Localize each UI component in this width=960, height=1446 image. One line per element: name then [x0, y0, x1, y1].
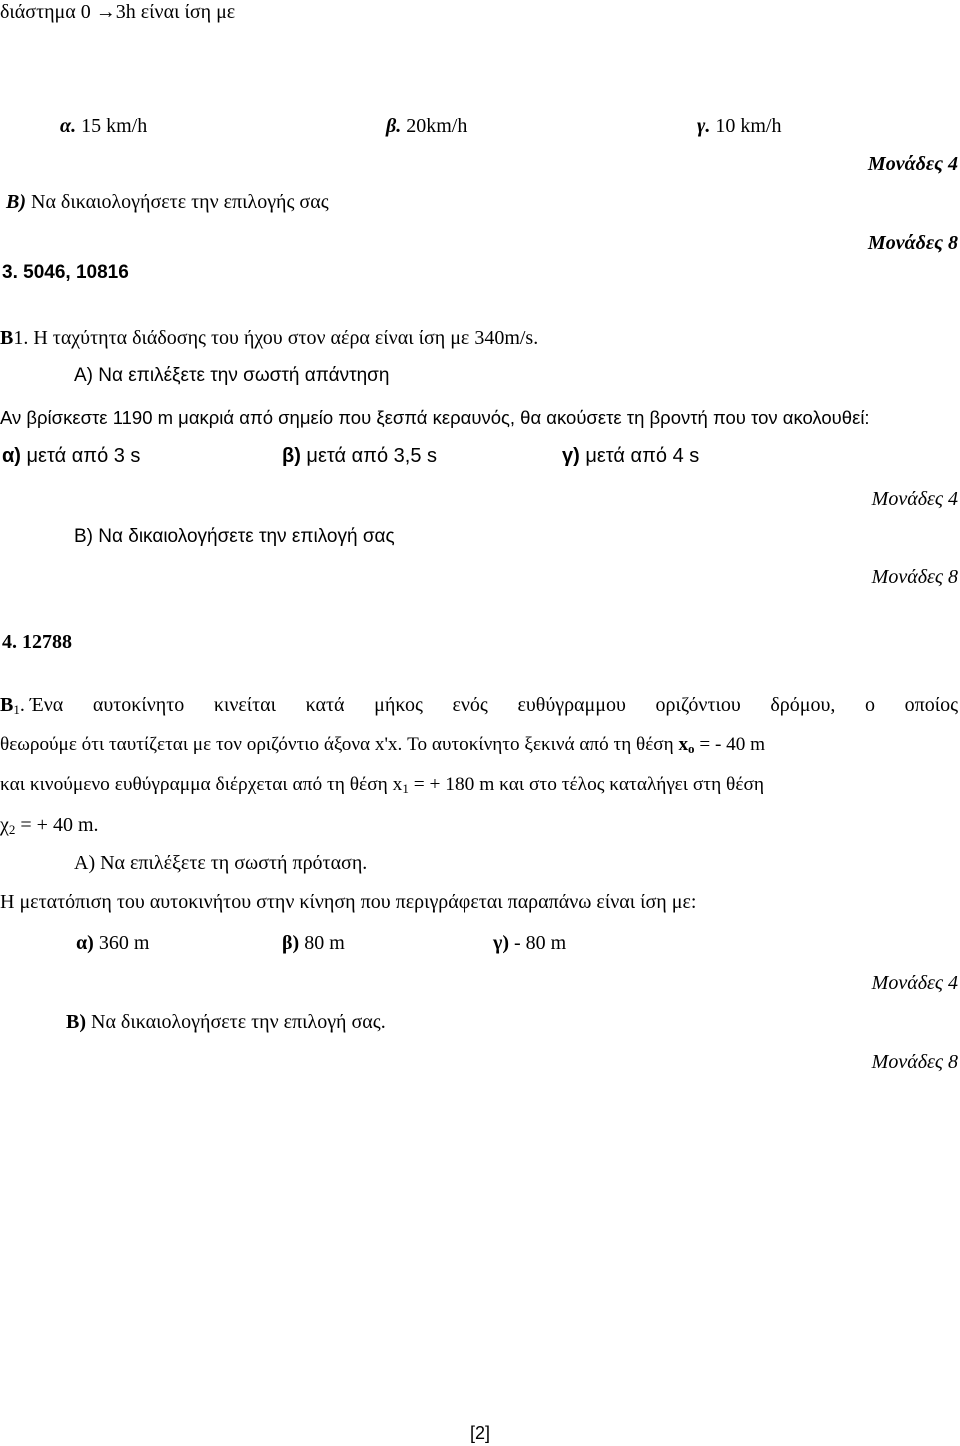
page-number: [2]	[469, 1423, 490, 1443]
b1-statement: Β1. Η ταχύτητα διάδοσης του ήχου στον αέρα είναι ίση με 340m/s.	[0, 327, 539, 349]
option-b: β) μετά από 3,5 s	[282, 445, 438, 467]
option-a: α) μετά από 3 s	[2, 445, 141, 467]
option-b: β) 80 m	[282, 932, 345, 954]
b1-line-3: και κινούμενο ευθύγραμμα διέρχεται από τη θέση $x_1$ = + 180 m και στο τέλος καταλήγει στη θέση	[0, 774, 765, 796]
part-b-prompt: Β) Να δικαιολογήσετε την επιλογή σας	[74, 526, 395, 547]
question-text: Η μετατόπιση του αυτοκινήτου στην κίνηση που περιγράφεται παραπάνω είναι ίση με:	[0, 891, 697, 913]
points-label: Μονάδες 4	[867, 153, 958, 175]
question-text: Αν βρίσκεστε 1190 m μακριά από σημείο που ξεσπά κεραυνός, θα ακούσετε τη βροντή που τον ακολουθεί:	[0, 407, 870, 428]
points-label: Μονάδες 4	[871, 972, 958, 994]
option-a: α. 15 km/h	[60, 115, 148, 137]
points-label: Μονάδες 4	[871, 488, 958, 510]
question-number: 3. 5046, 10816	[2, 262, 129, 283]
option-c: γ) μετά από 4 s	[562, 445, 700, 467]
points-label: Μονάδες 8	[871, 566, 958, 588]
b1-line-4: $\chi_2$ = + 40 m.	[0, 814, 99, 837]
intro-line: διάστημα 0 →3h είναι ίση με	[0, 1, 236, 23]
option-a: α) 360 m	[76, 932, 150, 954]
question-number: 4. 12788	[2, 631, 72, 653]
justify-prompt: Β) Να δικαιολογήσετε την επιλογής σας	[6, 191, 329, 213]
points-label: Μονάδες 8	[867, 232, 958, 254]
b1-line-1: $B_1$. Ένα αυτοκίνητο κινείται κατά μήκος ενός ευθύγραμμου οριζόντιου δρόμου, ο οποίος	[0, 694, 958, 717]
option-c: γ. 10 km/h	[697, 115, 782, 137]
option-b: β. 20km/h	[386, 115, 468, 137]
b1-line-2: θεωρούμε ότι ταυτίζεται με τον οριζόντιο άξονα x'x. Το αυτοκίνητο ξεκινά από τη θέση $x_o$ = - 40 m	[0, 734, 766, 756]
part-a-prompt: Α) Να επιλέξετε την σωστή απάντηση	[74, 365, 390, 386]
option-c: γ) - 80 m	[493, 932, 567, 954]
part-a-prompt: Α) Να επιλέξετε τη σωστή πρόταση.	[74, 852, 368, 874]
part-b-prompt: Β) Να δικαιολογήσετε την επιλογή σας.	[66, 1011, 386, 1033]
points-label: Μονάδες 8	[871, 1051, 958, 1073]
